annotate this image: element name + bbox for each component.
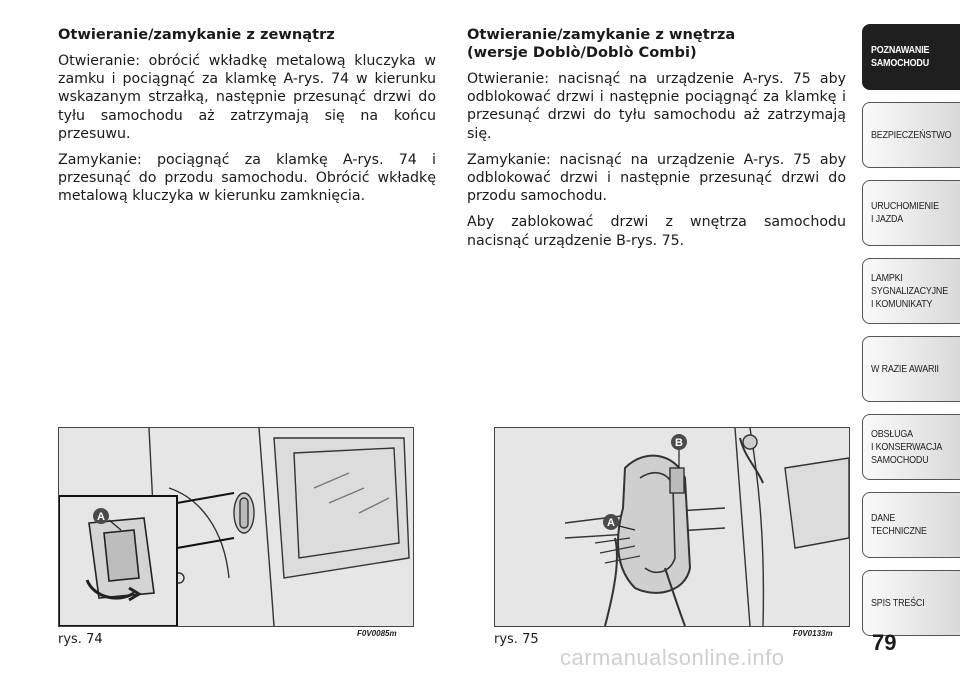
tab-label: OBSŁUGA I KONSERWACJA SAMOCHODU [871, 427, 943, 466]
paragraph: Otwieranie: nacisnąć na urządzenie A-rys. 75 aby odblokować drzwi i następnie pociągnąć za klamkę i przesunąć drzwi do tyłu samochodu aż zatrzymają się. [467, 71, 846, 142]
tab-label: DANE TECHNICZNE [871, 512, 927, 537]
tab-obsluga-i-konserwacja[interactable] [862, 414, 960, 480]
figure-74-illustration [58, 427, 414, 627]
section-heading-outside: Otwieranie/zamykanie z zewnątrz [58, 26, 335, 43]
left-column [58, 26, 436, 214]
heading-line: Otwieranie/zamykanie z wnętrza [467, 26, 736, 43]
tab-label: URUCHOMIENIE I JAZDA [871, 200, 939, 225]
chapter-sidebar [862, 24, 960, 648]
tab-label: SPIS TREŚCI [871, 596, 925, 609]
tab-poznawanie-samochodu[interactable] [862, 24, 960, 90]
tab-label: POZNAWANIE SAMOCHODU [871, 44, 930, 69]
tab-spis-tresci[interactable] [862, 570, 960, 636]
tab-dane-techniczne[interactable] [862, 492, 960, 558]
paragraph: Otwieranie: obrócić wkładkę metalową kluczyka w zamku i pociągnąć za klamkę A-rys. 74 w kierunku wskazanym strzałką, następnie przesunąć drzwi do tyłu samochodu aż zatrzymają się na końcu przesuwu. [58, 53, 436, 142]
figure-caption: rys. 75 [494, 632, 539, 647]
page-number: 79 [872, 630, 897, 655]
tab-label: LAMPKI SYGNALIZACYJNE I KOMUNIKATY [871, 271, 948, 310]
svg-text:A: A [97, 511, 105, 523]
tab-lampki-sygnalizacyjne[interactable] [862, 258, 960, 324]
paragraph: Zamykanie: nacisnąć na urządzenie A-rys. 75 aby odblokować drzwi i następnie przesunąć drzwi do przodu samochodu. [467, 151, 846, 205]
paragraph: Zamykanie: pociągnąć za klamkę A-rys. 74 i przesunąć do przodu samochodu. Obrócić wkładkę metalową kluczyka w kierunku zamknięcia. [58, 152, 436, 205]
watermark: carmanualsonline.info [560, 645, 785, 670]
paragraph: Aby zablokować drzwi z wnętrza samochodu nacisnąć urządzenie B-rys. 75. [467, 214, 846, 249]
figure-code: F0V0133m [793, 629, 833, 638]
right-column [467, 26, 846, 258]
svg-text:A: A [607, 517, 615, 529]
tab-uruchomienie-i-jazda[interactable] [862, 180, 960, 246]
heading-line: (wersje Doblò/Doblò Combi) [467, 44, 697, 61]
tab-w-razie-awarii[interactable] [862, 336, 960, 402]
tab-label: W RAZIE AWARII [871, 362, 939, 375]
figure-code: F0V0085m [357, 629, 397, 638]
tab-label: BEZPIECZEŃSTWO [871, 128, 952, 141]
tab-bezpieczenstwo[interactable] [862, 102, 960, 168]
section-heading-inside [467, 26, 846, 62]
figure-caption: rys. 74 [58, 632, 103, 647]
svg-text:B: B [675, 437, 683, 449]
figure-75-illustration [494, 427, 850, 627]
